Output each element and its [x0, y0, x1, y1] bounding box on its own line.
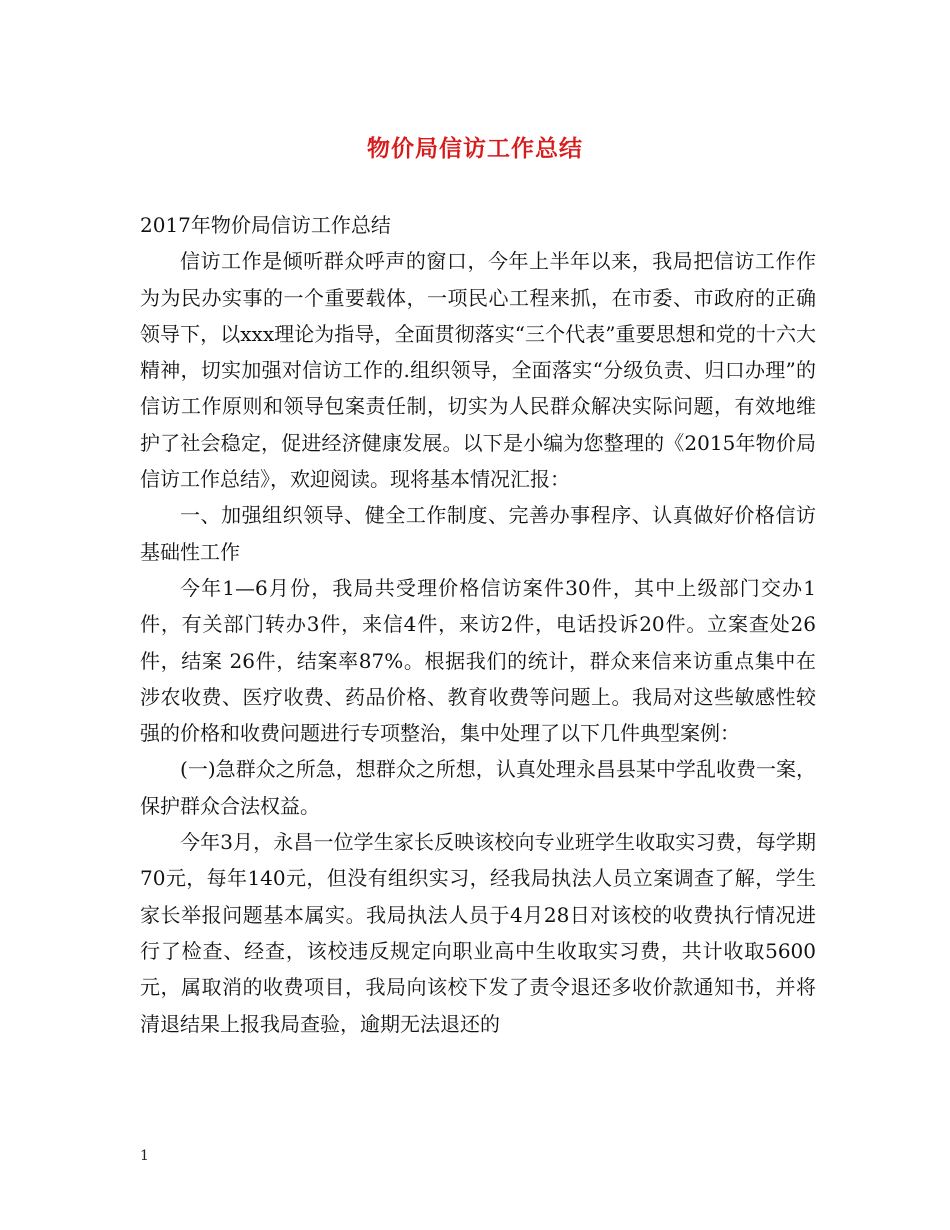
paragraph-case-detail: 今年3月，永昌一位学生家长反映该校向专业班学生收取实习费，每学期70元，每年140元，但没有组织实习，经我局执法人员立案调查了解，学生家长举报问题基本属实。我局执法人员于4月28日对该校的收费执行情况进行了检查、经查，该校违反规定向职业高中生收取实习费，共计收取5600元，属取消的收费项目，我局向该校下发了责令退还多收价款通知书，并将清退结果上报我局查验，逾期无法退还的 — [140, 830, 816, 1036]
document-subtitle: 2017年物价局信访工作总结 — [140, 213, 391, 237]
paragraph-intro: 信访工作是倾听群众呼声的窗口，今年上半年以来，我局把信访工作作为为民办实事的一个重要载体，一项民心工程来抓，在市委、市政府的正确领导下，以xxx理论为指导，全面贯彻落实“三个代表”重要思想和党的十六大精神，切实加强对信访工作的.组织领导，全面落实“分级负责、归口办理”的信访工作原则和领导包案责任制，切实为人民群众解决实际问题，有效地维护了社会稳定，促进经济健康发展。以下是小编为您整理的《2015年物价局信访工作总结》，欢迎阅读。现将基本情况汇报： — [140, 249, 816, 492]
page-number: 1 — [140, 1148, 149, 1164]
paragraph-statistics: 今年1—6月份，我局共受理价格信访案件30件，其中上级部门交办1件，有关部门转办3件，来信4件，来访2件，电话投诉20件。立案查处26件，结案 26件，结案率87%。根据我们的统计，群众来信来访重点集中在涉农收费、医疗收费、药品价格、教育收费等问题上。我局对这些敏感性较强的价格和收费问题进行专项整治，集中处理了以下几件典型案例： — [140, 575, 816, 746]
subsection-heading-1: (一)急群众之所急，想群众之所想，认真处理永昌县某中学乱收费一案，保护群众合法权益。 — [140, 757, 816, 818]
section-heading-1: 一、加强组织领导、健全工作制度、完善办事程序、认真做好价格信访基础性工作 — [140, 503, 816, 564]
document-body — [140, 207, 816, 1042]
document-title: 物价局信访工作总结 — [367, 135, 583, 162]
